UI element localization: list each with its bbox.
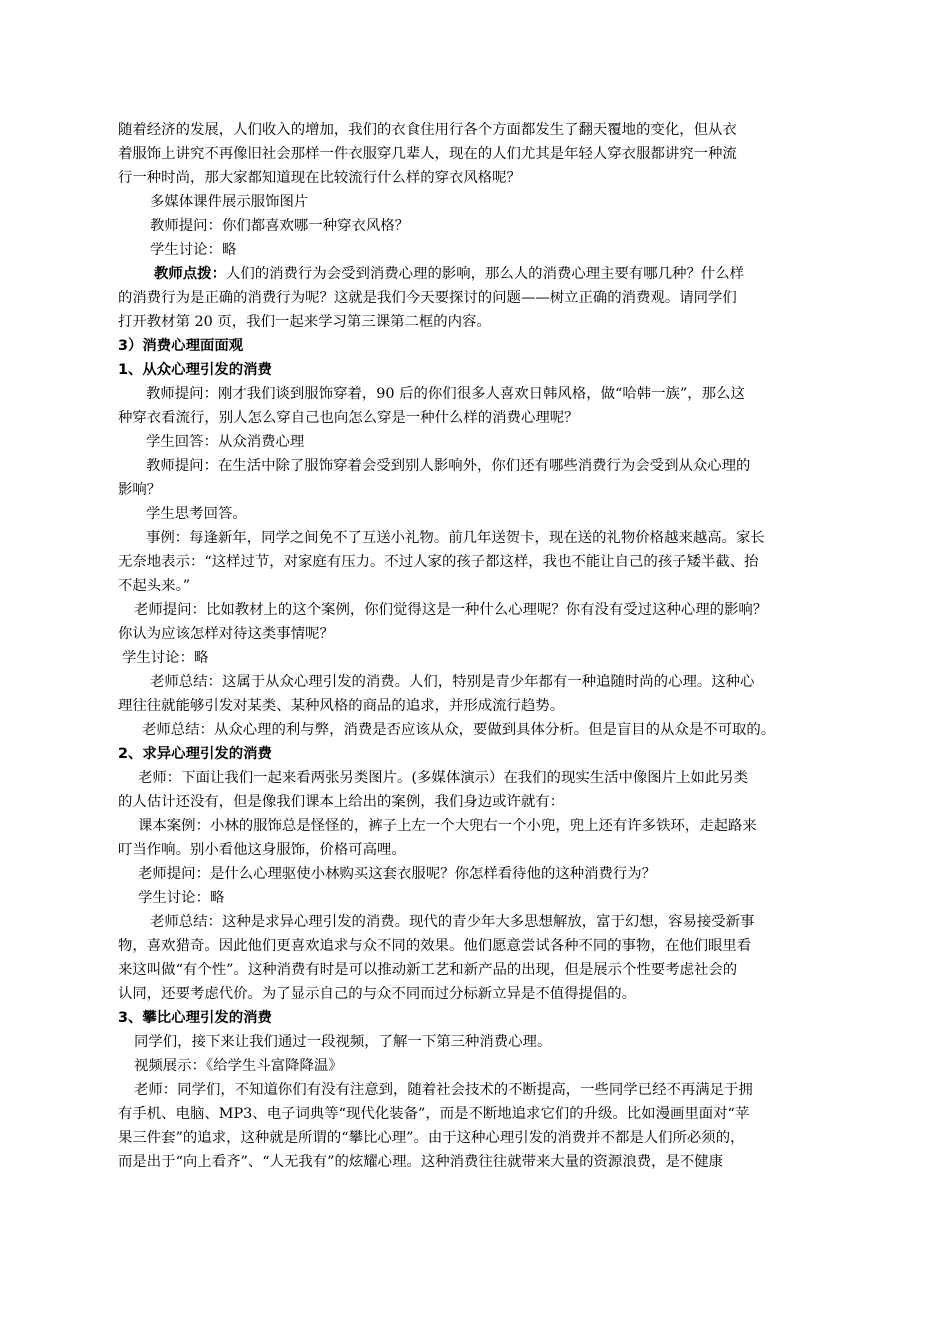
paragraph-line: 教师提问：你们都喜欢哪一种穿衣风格？ (150, 218, 410, 234)
paragraph-line: 视频展示：《给学生斗富降降温》 (134, 1058, 343, 1074)
paragraph-line: 老师总结：从众心理的利与弊，消费是否应该从众，要做到具体分析。但是盲目的从众是不可取的。 (142, 722, 776, 738)
paragraph-line: 种穿衣看流行，别人怎么穿自己也向怎么穿是一种什么样的消费心理呢？ (118, 410, 579, 426)
paragraph-line: 学生思考回答。 (146, 506, 247, 522)
paragraph-line: 老师：同学们，不知道你们有没有注意到，随着社会技术的不断提高，一些同学已经不再满足于拥 (134, 1082, 753, 1098)
paragraph-line: 来这叫做“有个性”。这种消费有时是可以推动新工艺和新产品的出现，但是展示个性要考虑社会的 (118, 962, 738, 978)
paragraph-line: 学生回答：从众消费心理 (146, 434, 305, 450)
paragraph-line: 老师提问：比如教材上的这个案例，你们觉得这是一种什么心理呢？你有没有受过这种心理的影响？ (134, 602, 768, 618)
paragraph-line (154, 262, 744, 286)
section-heading: 3、攀比心理引发的消费 (118, 1010, 272, 1026)
paragraph-line: 同学们，接下来让我们通过一段视频，了解一下第三种消费心理。 (134, 1034, 552, 1050)
paragraph-line: 叮当作响。别小看他这身服饰，价格可高哩。 (118, 842, 406, 858)
section-heading: 1、从众心理引发的消费 (118, 362, 272, 378)
paragraph-line: 的消费行为是正确的消费行为呢？这就是我们今天要探讨的问题——树立正确的消费观。请同学们 (118, 290, 737, 306)
paragraph-line: 多媒体课件展示服饰图片 (150, 194, 309, 210)
paragraph-line: 的人估计还没有，但是像我们课本上给出的案例，我们身边或许就有： (118, 794, 565, 810)
paragraph-line: 老师总结：这种是求异心理引发的消费。现代的青少年大多思想解放，富于幻想，容易接受新事 (150, 914, 755, 930)
paragraph-line: 教师提问：在生活中除了服饰穿着会受到别人影响外，你们还有哪些消费行为会受到从众心理的 (146, 458, 751, 474)
paragraph-line: 而是出于“向上看齐”、“人无我有”的炫耀心理。这种消费往往就带来大量的资源浪费，是不健康 (118, 1154, 724, 1170)
paragraph-line: 老师：下面让我们一起来看两张另类图片。(多媒体演示）在我们的现实生活中像图片上如此另类 (138, 770, 749, 786)
paragraph-line: 课本案例：小林的服饰总是怪怪的，裤子上左一个大兜右一个小兜，兜上还有许多铁环，走起路来 (138, 818, 757, 834)
paragraph-line: 事例：每逢新年，同学之间免不了互送小礼物。前几年送贺卡，现在送的礼物价格越来越高。家长 (146, 530, 765, 546)
paragraph-line: 无奈地表示：“这样过节，对家庭有压力。不过人家的孩子都这样，我也不能让自己的孩子矮半截、抬 (118, 554, 759, 570)
paragraph-line: 影响？ (118, 482, 162, 498)
section-heading: 3）消费心理面面观 (118, 338, 244, 354)
paragraph-line: 理往往就能够引发对某类、某种风格的商品的追求，并形成流行趋势。 (118, 698, 565, 714)
section-heading: 2、求异心理引发的消费 (118, 746, 272, 762)
paragraph-line: 教师提问：刚才我们谈到服饰穿着，90 后的你们很多人喜欢日韩风格，做“哈韩一族”，那么这 (146, 386, 745, 402)
paragraph-line: 学生讨论：略 (122, 650, 209, 666)
teacher-hint-label: 教师点拨： (154, 266, 226, 282)
paragraph-line: 你认为应该怎样对待这类事情呢？ (118, 626, 334, 642)
paragraph-line: 随着经济的发展，人们收入的增加，我们的衣食住用行各个方面都发生了翻天覆地的变化，但从衣 (118, 122, 737, 138)
paragraph-line: 行一种时尚，那大家都知道现在比较流行什么样的穿衣风格呢？ (118, 170, 521, 186)
paragraph-line: 学生讨论：略 (138, 890, 225, 906)
paragraph-line: 老师总结：这属于从众心理引发的消费。人们，特别是青少年都有一种追随时尚的心理。这种心 (150, 674, 755, 690)
paragraph-line: 不起头来。” (118, 578, 191, 594)
paragraph-line: 老师提问：是什么心理驱使小林购买这套衣服呢？你怎样看待他的这种消费行为？ (138, 866, 657, 882)
paragraph-line: 打开教材第 20 页，我们一起来学习第三课第二框的内容。 (118, 314, 491, 330)
paragraph-line: 学生讨论：略 (150, 242, 237, 258)
paragraph-line: 着服饰上讲究不再像旧社会那样一件衣服穿几辈人，现在的人们尤其是年轻人穿衣服都讲究一种流 (118, 146, 737, 162)
paragraph-line: 有手机、电脑、MP3、电子词典等“现代化装备”，而是不断地追求它们的升级。比如漫画里面对“苹 (118, 1106, 750, 1122)
paragraph-line: 果三件套”的追求，这种就是所谓的“攀比心理”。由于这种心理引发的消费并不都是人们所必须的， (118, 1130, 745, 1146)
paragraph-line: 物，喜欢猎奇。因此他们更喜欢追求与众不同的效果。他们愿意尝试各种不同的事物，在他们眼里看 (118, 938, 752, 954)
teacher-hint-text: 人们的消费行为会受到消费心理的影响，那么人的消费心理主要有哪几种？什么样 (225, 266, 745, 282)
paragraph-line: 认同，还要考虑代价。为了显示自己的与众不同而过分标新立异是不值得提倡的。 (118, 986, 637, 1002)
